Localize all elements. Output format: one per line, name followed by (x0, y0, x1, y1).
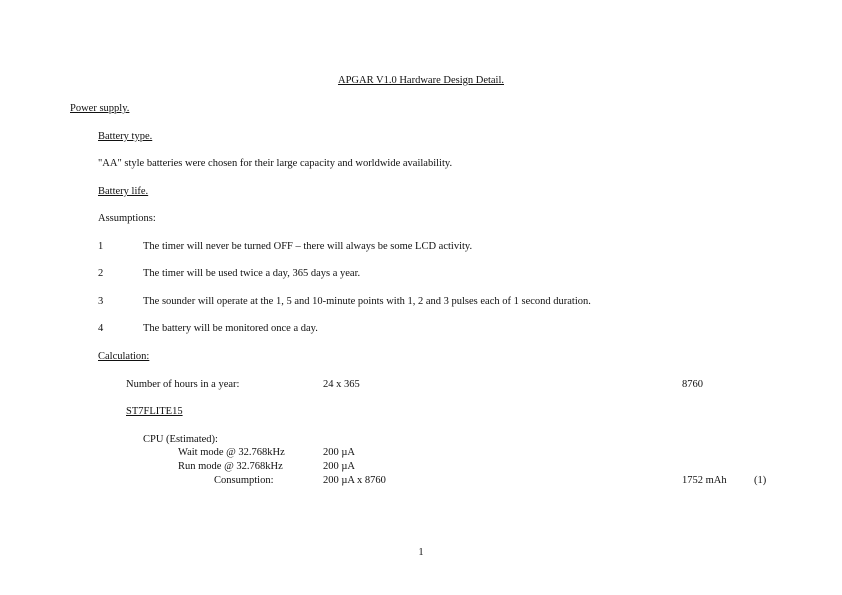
cpu-label: CPU (Estimated): (143, 434, 218, 445)
assumptions-label: Assumptions: (98, 213, 156, 224)
assumption-number: 1 (98, 241, 104, 252)
assumption-text: The timer will be used twice a day, 365 days a year. (143, 268, 361, 279)
wait-mode-value: 200 µA (323, 447, 356, 458)
subheading-calculation: Calculation: (98, 351, 150, 362)
chip-heading: ST7FLITE15 (126, 406, 183, 417)
battery-type-text: "AA" style batteries were chosen for their large capacity and worldwide availability. (98, 158, 453, 169)
assumption-number: 4 (98, 323, 104, 334)
subheading-battery-type: Battery type. (98, 131, 153, 142)
assumption-text: The battery will be monitored once a day. (143, 323, 318, 334)
section-heading-power-supply: Power supply. (70, 103, 130, 114)
assumption-text: The timer will never be turned OFF – there will always be some LCD activity. (143, 241, 473, 252)
assumption-number: 3 (98, 296, 104, 307)
hours-formula: 24 x 365 (323, 379, 360, 390)
hours-label: Number of hours in a year: (126, 379, 240, 390)
run-mode-value: 200 µA (323, 461, 356, 472)
hours-result: 8760 (682, 379, 703, 390)
run-mode-label: Run mode @ 32.768kHz (178, 461, 283, 472)
consumption-result: 1752 mAh (682, 475, 727, 486)
assumption-number: 2 (98, 268, 104, 279)
consumption-reference: (1) (754, 475, 767, 486)
assumption-text: The sounder will operate at the 1, 5 and 10-minute points with 1, 2 and 3 pulses each of 1 second duration. (143, 296, 591, 307)
consumption-formula: 200 µA x 8760 (323, 475, 386, 486)
document-title: APGAR V1.0 Hardware Design Detail. (337, 75, 505, 86)
page-number: 1 (418, 547, 424, 558)
consumption-label: Consumption: (214, 475, 274, 486)
subheading-battery-life: Battery life. (98, 186, 149, 197)
wait-mode-label: Wait mode @ 32.768kHz (178, 447, 285, 458)
